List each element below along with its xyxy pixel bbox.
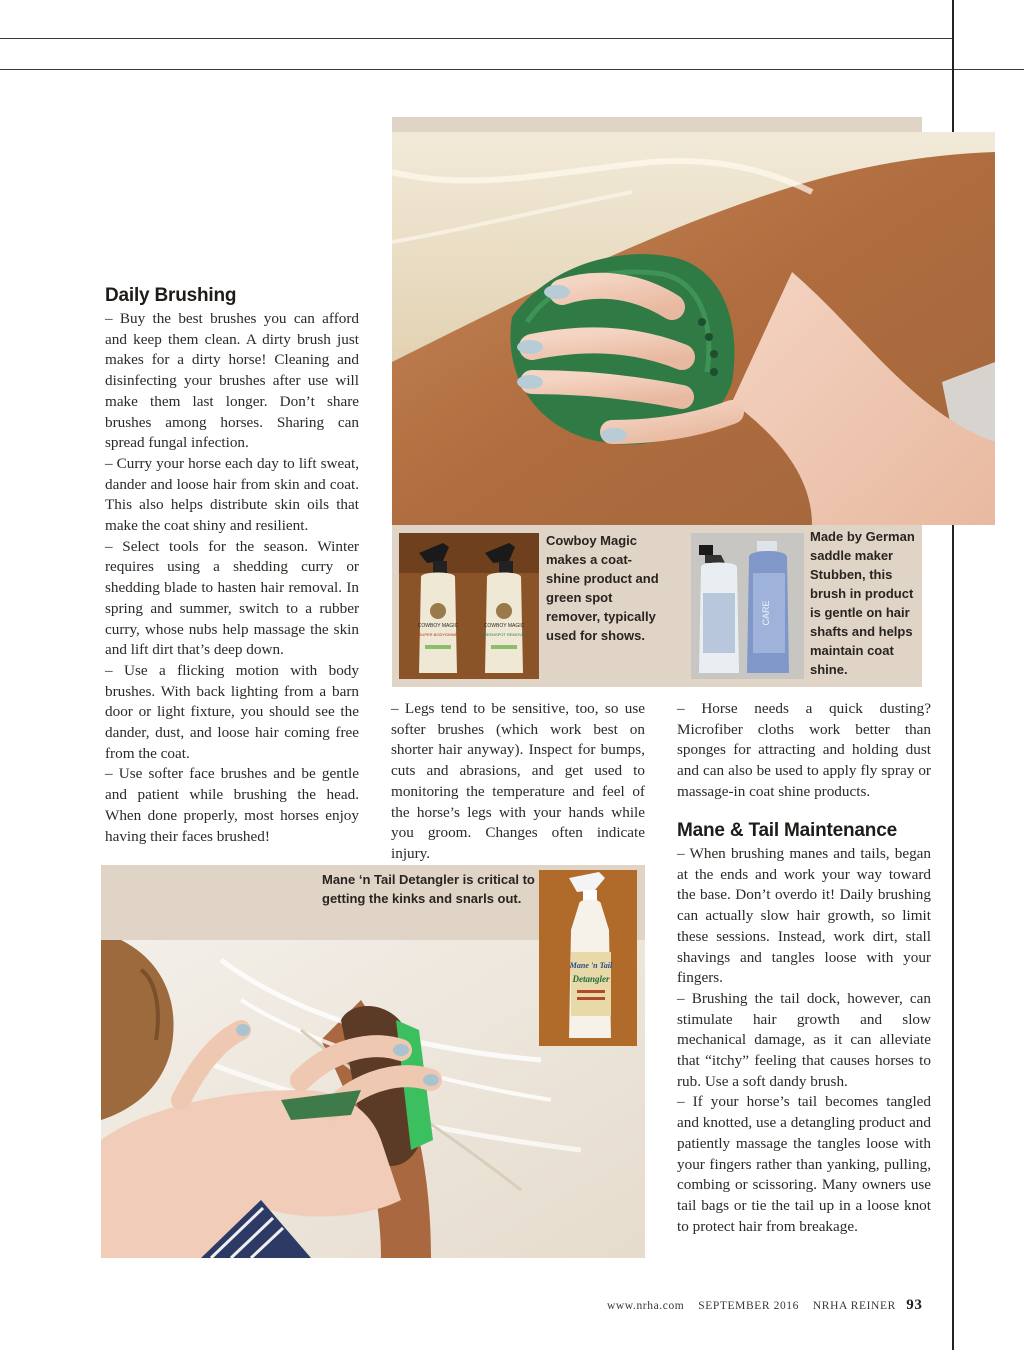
- daily-brushing-paragraph-5: – Use softer face brushes and be gentle and patient while brushing the head. When done properly, most horses enjoy having their faces brushed!: [105, 765, 359, 845]
- mane-tail-paragraph-3: – If your horse’s tail becomes tangled and knotted, use a detangling product and patiently massage the tangles loose with your fingers rather than yanking, pulling, combing or scissoring. Many owners use tail bags or tie the tail up in a loose knot to protect hair from breakage.: [677, 1093, 931, 1235]
- footer-issue: SEPTEMBER 2016: [698, 1300, 799, 1312]
- daily-brushing-paragraph-3: – Select tools for the season. Winter requires using a shedding curry or shedding blade to hasten hair removal. In spring and summer, switch to a rubber curry, whose nubs help massage the skin and lift dirt that’s deep down.: [105, 537, 359, 659]
- cowboy-magic-label-2: COWBOY MAGIC: [483, 623, 525, 629]
- daily-brushing-paragraph-2: – Curry your horse each day to lift sweat, dander and loose hair from skin and coat. This also helps distribute skin oils that make the coat shiny and resilient.: [105, 454, 359, 535]
- daily-brushing-paragraph-1: – Buy the best brushes you can afford and keep them clean. A dirty brush just makes for a dirty horse! Cleaning and disinfecting your brushes after use will make them last longer. Don’t share brushes among horses. Sharing can spread fungal infection.: [105, 310, 359, 452]
- cowboy-magic-sub-2: GREENSPOT REMOVER: [480, 632, 528, 637]
- mane-tail-paragraph-2: – Brushing the tail dock, however, can stimulate hair growth and slow mechanical damage, as it can alleviate that “itchy” feeling that causes horses to rub. Use a soft dandy brush.: [677, 989, 931, 1090]
- daily-brushing-heading: Daily Brushing: [105, 285, 237, 306]
- middle-paragraph-1: – Legs tend to be sensitive, too, so use softer brushes (which work best on shorter hair anyway). Inspect for bumps, cuts and abrasions, and get used to monitoring the temperature and feel of the horse’s legs with your hands while you groom. Changes often indicate injury.: [391, 700, 645, 862]
- mane-tail-body: [677, 844, 931, 1237]
- detangler-photo: [539, 870, 637, 1046]
- daily-brushing-body: [105, 309, 359, 847]
- stubben-label: CARE: [761, 600, 771, 626]
- cowboy-magic-caption: Cowboy Magic makes a coat-shine product and green spot remover, typically used for shows.: [546, 533, 659, 643]
- page-number: 93: [906, 1297, 923, 1313]
- mane-tail-paragraph-1: – When brushing manes and tails, began at the ends and work your way toward the base. Don’t overdo it! Daily brushing can actually slow hair growth, so limit these sessions. Instead, work dirt, stall shavings and tangles loose with your fingers.: [677, 845, 931, 987]
- detangler-name-label: Detangler: [572, 974, 610, 984]
- mane-tail-heading: Mane & Tail Maintenance: [677, 820, 897, 841]
- footer-magazine: NRHA REINER: [812, 1300, 896, 1312]
- mane-n-tail-caption: Mane ‘n Tail Detangler is critical to getting the kinks and snarls out.: [322, 872, 535, 906]
- cowboy-magic-sub-1: SUPER BODYSHINE: [418, 632, 458, 637]
- right-column-intro: – Horse needs a quick dusting? Microfiber cloths work better than sponges for attracting and holding dust and can also be used to apply fly spray or massage-in coat shine products.: [677, 700, 931, 800]
- stubben-photo: [691, 533, 804, 679]
- footer-url: www.nrha.com: [607, 1300, 685, 1312]
- detangler-brand-label: Mane 'n Tail: [569, 961, 613, 970]
- curry-comb-photo: [392, 132, 995, 525]
- cowboy-magic-photo: [399, 533, 539, 679]
- cowboy-magic-label-1: COWBOY MAGIC: [417, 623, 459, 629]
- top-rule-1: [0, 38, 952, 39]
- stubben-caption: Made by German saddle maker Stubben, this brush in product is gentle on hair shafts and helps maintain coat shine.: [810, 529, 915, 677]
- daily-brushing-paragraph-4: – Use a flicking motion with body brushes. With back lighting from a barn door or light fixture, you should see the dander, dust, and loose hair coming free from the coat.: [105, 661, 359, 762]
- footer: [607, 1297, 923, 1314]
- top-rule-2: [0, 69, 1024, 70]
- middle-column-body: [391, 699, 645, 865]
